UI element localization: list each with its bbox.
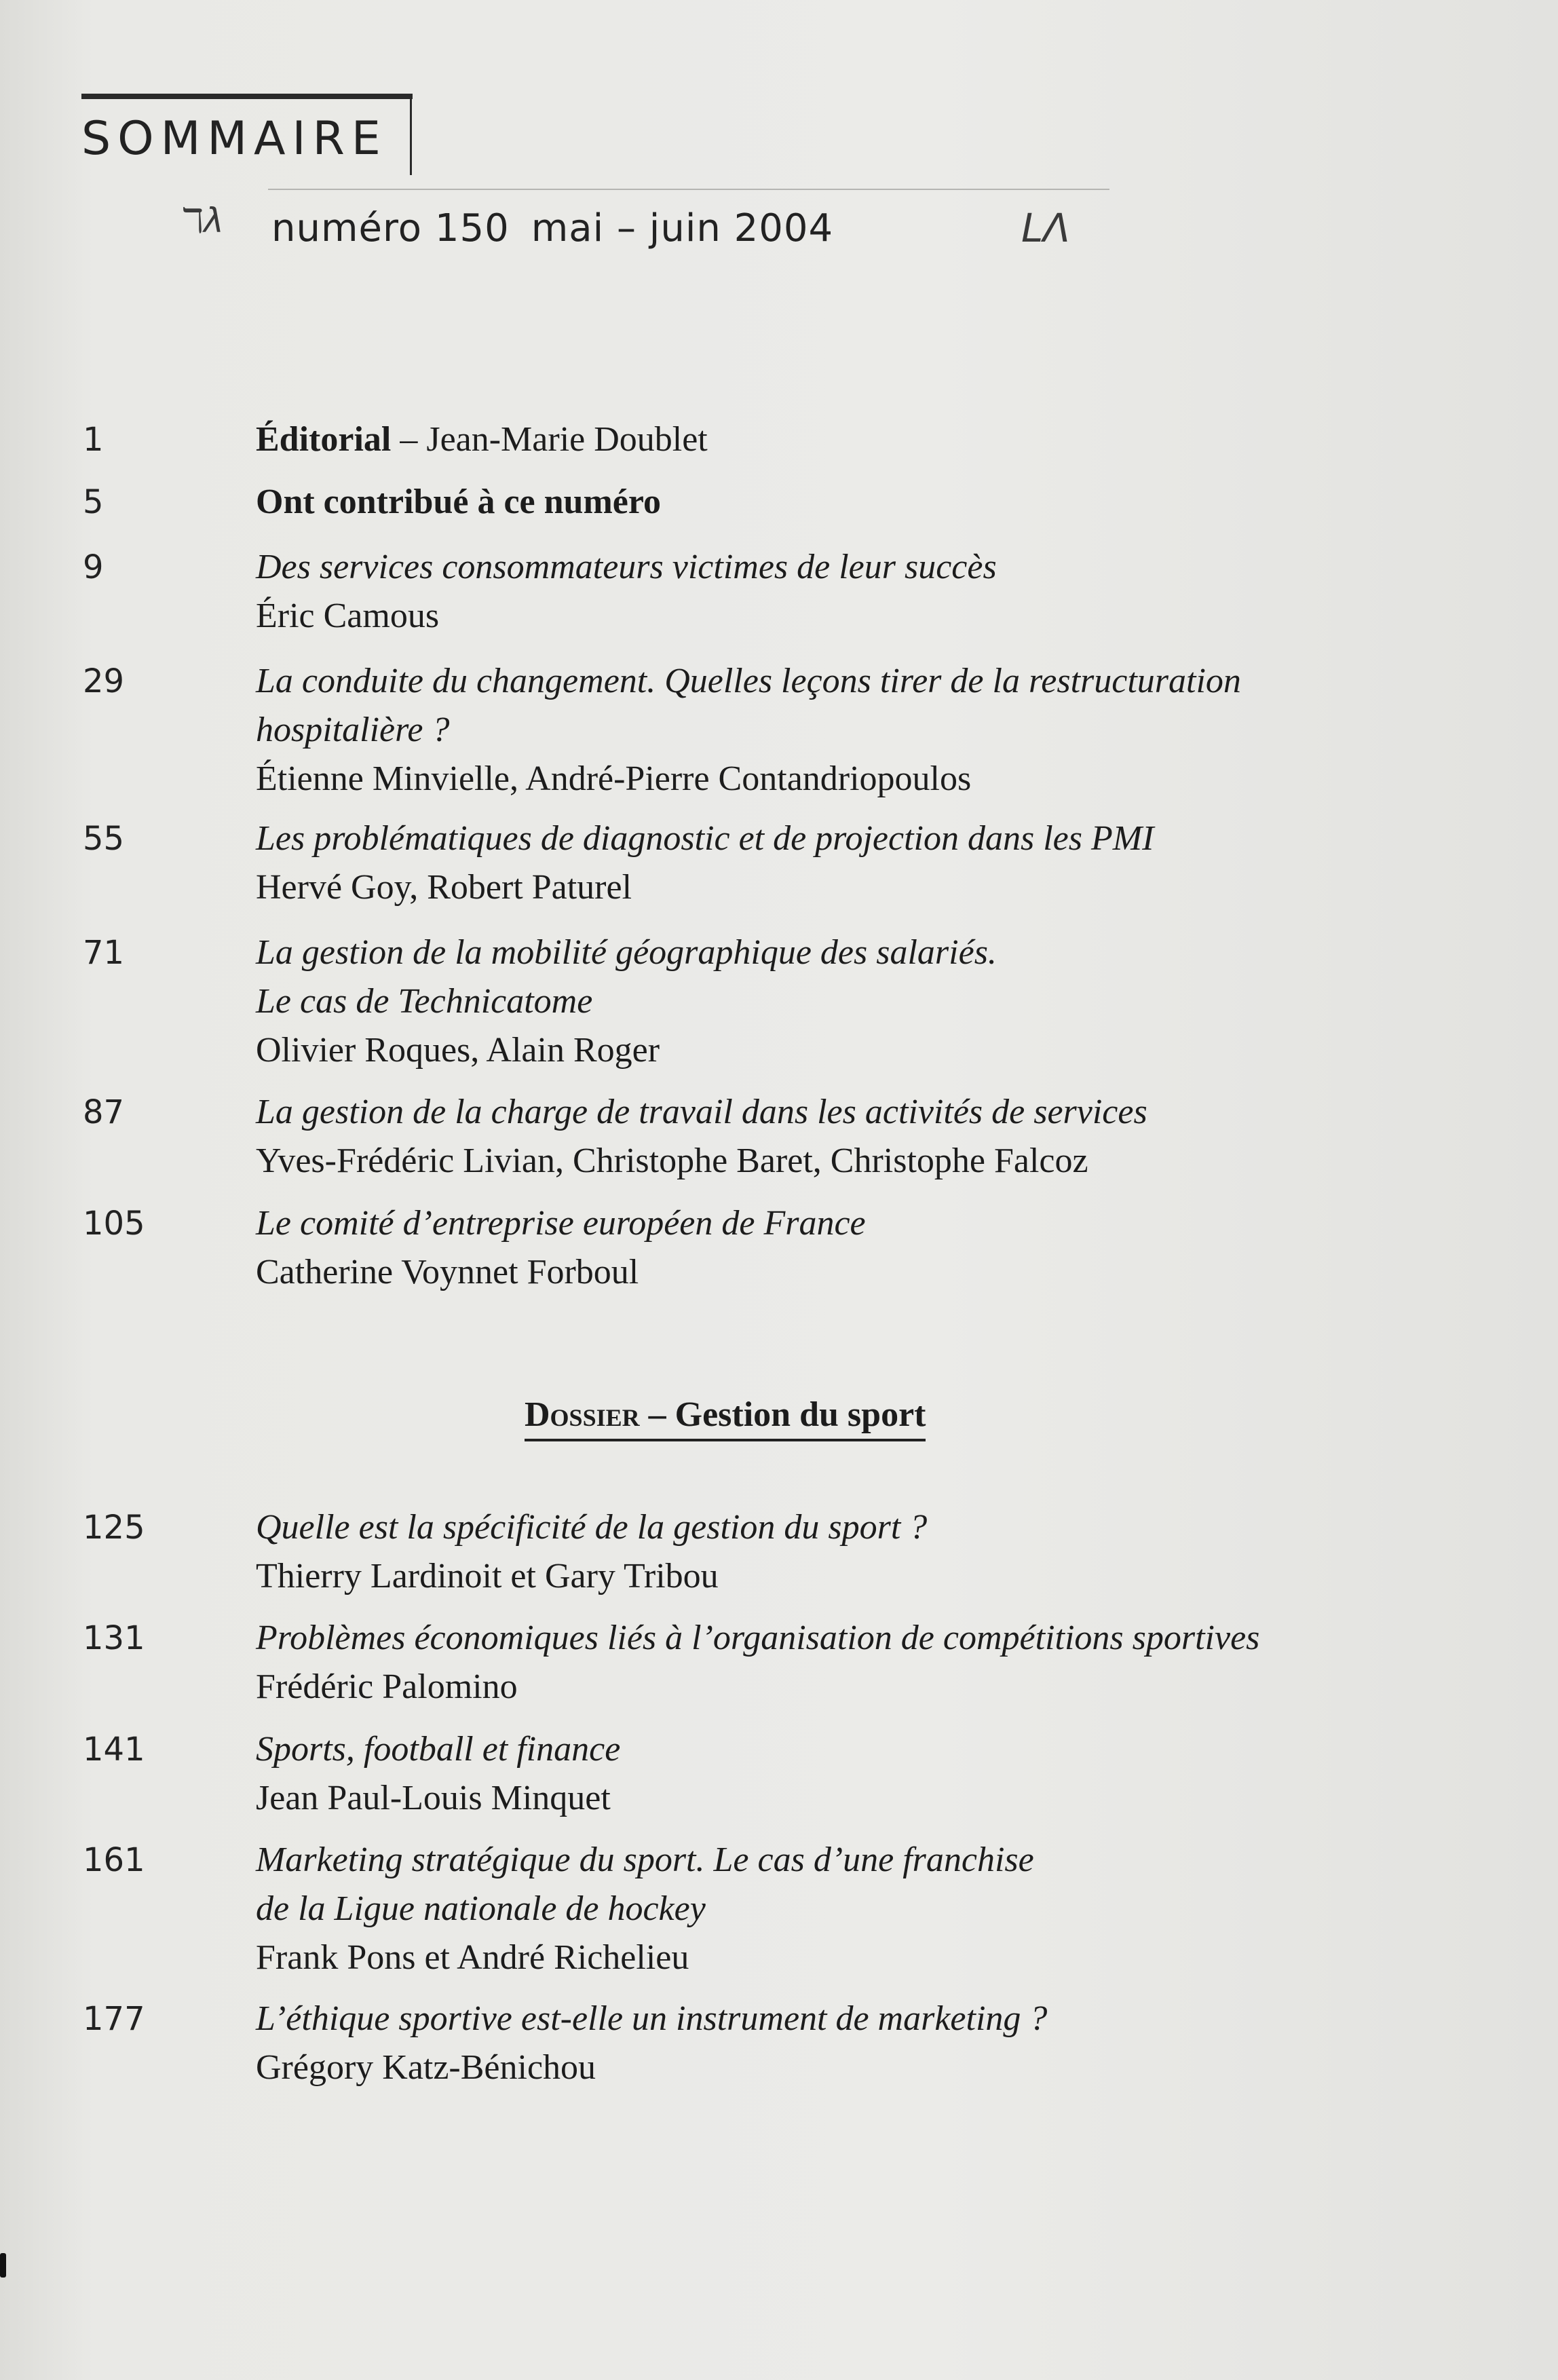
entry-authors: Frank Pons et André Richelieu (256, 1938, 689, 1977)
handwritten-note-left: ℸλ (182, 201, 224, 240)
issue-number: numéro 150 (271, 206, 510, 250)
page-number: 1 (83, 421, 104, 459)
entry-title: Les problématiques de diagnostic et de projection dans les PMI (256, 819, 1154, 858)
page-number: 125 (83, 1509, 145, 1547)
entry-authors: Grégory Katz-Bénichou (256, 2048, 596, 2087)
entry-title: Le comité d’entreprise européen de France (256, 1204, 866, 1243)
header-rule (81, 94, 413, 99)
entry-authors: Hervé Goy, Robert Paturel (256, 868, 632, 907)
entry-title: Ont contribué à ce numéro (256, 483, 661, 521)
header-vertical-rule (410, 94, 412, 175)
entry-authors: Étienne Minvielle, André-Pierre Contandriopoulos (256, 759, 972, 798)
page-number: 29 (83, 662, 125, 700)
entry-authors: Olivier Roques, Alain Roger (256, 1031, 660, 1070)
entry-title-cont: Le cas de Technicatome (256, 982, 593, 1021)
issue-line (271, 206, 833, 250)
page-number: 177 (83, 2000, 145, 2038)
entry-title: Éditorial (256, 420, 392, 459)
page-number: 5 (83, 483, 104, 521)
entry-title: Marketing stratégique du sport. Le cas d’une franchise (256, 1840, 1034, 1879)
page-number: 71 (83, 934, 125, 972)
page-number: 55 (83, 820, 125, 858)
page-number: 161 (83, 1841, 145, 1879)
dossier-label: Dossier (525, 1395, 640, 1434)
entry-title: Quelle est la spécificité de la gestion du sport ? (256, 1508, 928, 1547)
entry-authors: Catherine Voynnet Forboul (256, 1253, 639, 1291)
page-number: 9 (83, 548, 104, 586)
entry-authors: Yves-Frédéric Livian, Christophe Baret, Christophe Falcoz (256, 1141, 1088, 1180)
divider (268, 189, 1109, 190)
entry-authors: Thierry Lardinoit et Gary Tribou (256, 1557, 719, 1595)
entry-title: La gestion de la charge de travail dans les activités de services (256, 1093, 1147, 1131)
page-number: 141 (83, 1731, 145, 1769)
entry-title: La gestion de la mobilité géographique des salariés. (256, 933, 997, 972)
dossier-separator: – (639, 1395, 675, 1434)
entry-authors: Jean Paul-Louis Minquet (256, 1779, 611, 1817)
entry-author: – Jean-Marie Doublet (391, 420, 708, 459)
entry-title: Problèmes économiques liés à l’organisation de compétitions sportives (256, 1619, 1260, 1657)
dossier-title: Gestion du sport (674, 1395, 926, 1434)
dossier-heading (525, 1395, 926, 1441)
entry-title-cont: hospitalière ? (256, 711, 450, 749)
handwritten-note-right: LΛ (1021, 205, 1070, 251)
entry-title: Sports, football et finance (256, 1730, 621, 1769)
page-number: 105 (83, 1205, 145, 1243)
entry-authors: Frédéric Palomino (256, 1667, 518, 1706)
section-title: SOMMAIRE (81, 112, 387, 166)
entry-title: Des services consommateurs victimes de leur succès (256, 548, 997, 586)
binding-mark (0, 2253, 6, 2278)
page-number: 131 (83, 1619, 145, 1657)
entry-title: La conduite du changement. Quelles leçons tirer de la restructuration (256, 662, 1241, 700)
entry-title: L’éthique sportive est-elle un instrument de marketing ? (256, 1999, 1048, 2038)
entry-title-cont: de la Ligue nationale de hockey (256, 1889, 706, 1928)
entry-authors: Éric Camous (256, 597, 440, 635)
page-number: 87 (83, 1093, 125, 1131)
issue-date: mai – juin 2004 (531, 206, 834, 250)
